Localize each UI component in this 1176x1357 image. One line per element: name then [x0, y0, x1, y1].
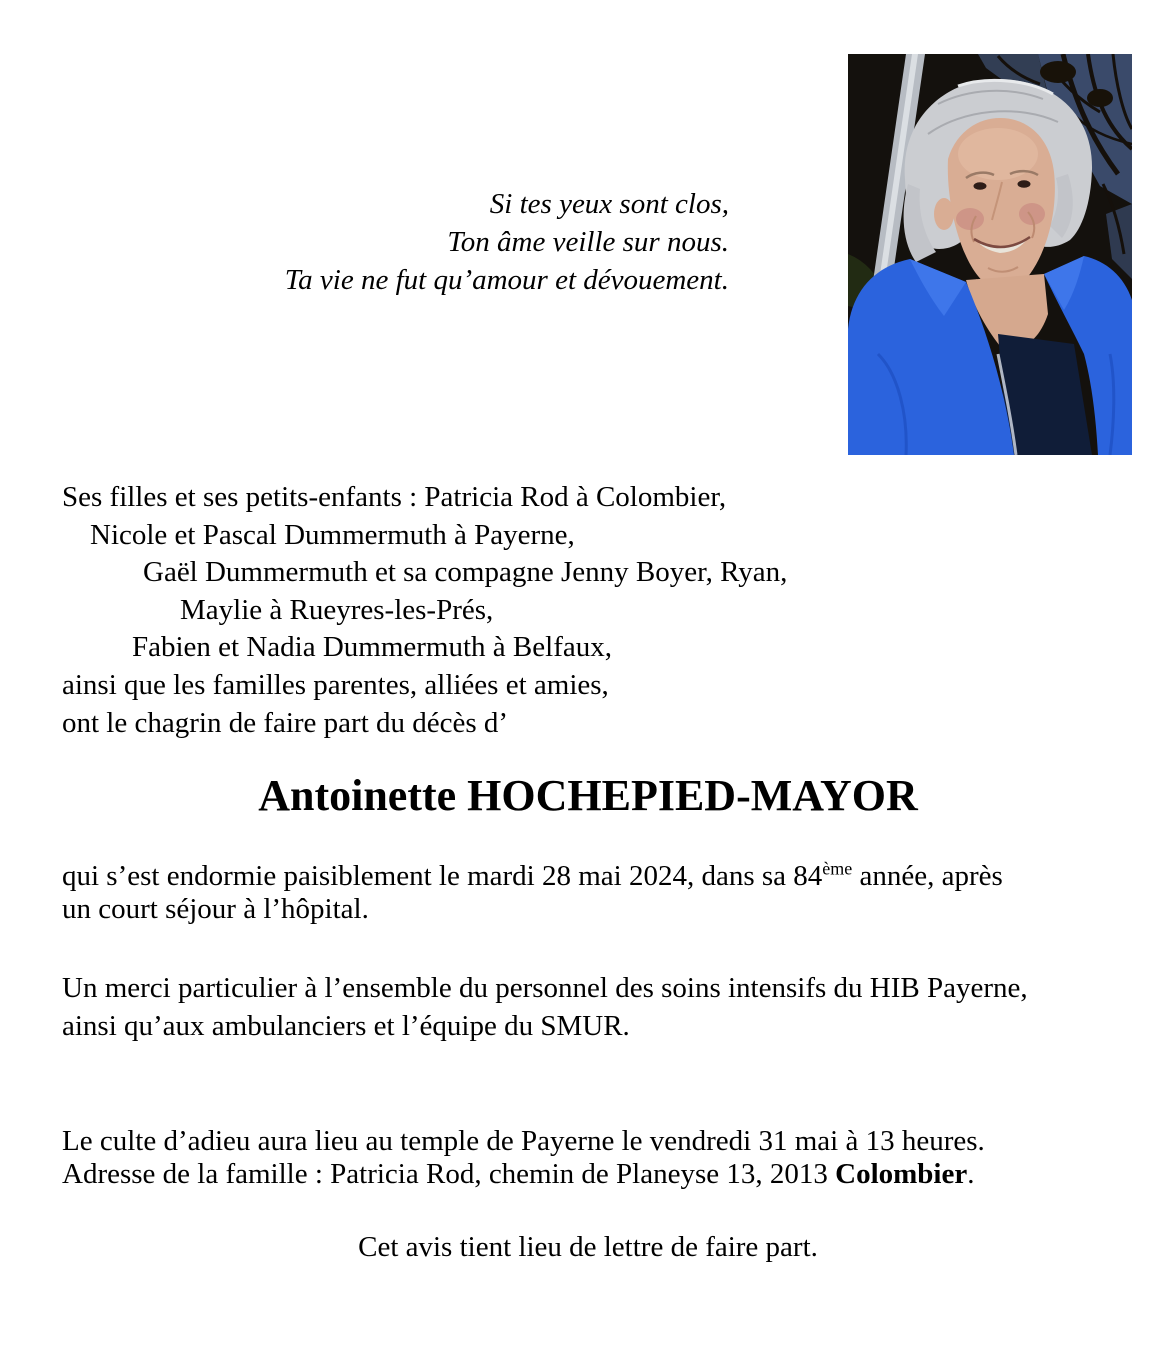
epitaph-line: Ta vie ne fut qu’amour et dévouement. — [284, 264, 729, 296]
family-line: Fabien et Nadia Dummermuth à Belfaux, — [132, 631, 612, 664]
epitaph-line: Ton âme veille sur nous. — [447, 226, 729, 258]
ceremony-line: Le culte d’adieu aura lieu au temple de Payerne le vendredi 31 mai à 13 heures. — [62, 1125, 985, 1157]
death-line-2: un court séjour à l’hôpital. — [62, 893, 369, 925]
thanks-line-2: ainsi qu’aux ambulanciers et l’équipe du SMUR. — [62, 1010, 630, 1042]
ordinal-superscript: ème — [822, 858, 853, 879]
cheek-blush — [956, 208, 984, 230]
ceremony-paragraph — [62, 1125, 985, 1190]
thanks-paragraph — [62, 969, 1028, 1045]
family-line: Nicole et Pascal Dummermuth à Payerne, — [90, 518, 575, 551]
portrait-photo-scene — [848, 54, 1132, 455]
family-address-line: Adresse de la famille : Patricia Rod, chemin de Planeyse 13, 2013 Colombier. — [62, 1157, 975, 1190]
epitaph-line: Si tes yeux sont clos, — [489, 188, 729, 220]
family-announcement — [62, 479, 787, 742]
eye — [974, 182, 987, 190]
closing-line: Cet avis tient lieu de lettre de faire part. — [358, 1231, 818, 1263]
family-line: Maylie à Rueyres-les-Prés, — [180, 593, 494, 626]
thanks-line-1: Un merci particulier à l’ensemble du personnel des soins intensifs du HIB Payerne, — [62, 972, 1028, 1004]
death-paragraph — [62, 860, 1003, 926]
family-line: ainsi que les familles parentes, alliées et amies, — [62, 668, 609, 701]
epitaph-quote — [0, 185, 729, 299]
family-line: ont le chagrin de faire part du décès d’ — [62, 706, 509, 739]
family-line: Ses filles et ses petits-enfants : Patricia Rod à Colombier, — [62, 481, 727, 513]
address-town-bold: Colombier — [835, 1157, 968, 1190]
family-line: Gaël Dummermuth et sa compagne Jenny Boyer, Ryan, — [143, 556, 788, 589]
eye — [1018, 180, 1031, 188]
death-line-1: qui s’est endormie paisiblement le mardi 28 mai 2024, dans sa 84ème année, après — [62, 858, 1003, 892]
cheek-blush — [1019, 203, 1045, 225]
deceased-name: Antoinette HOCHEPIED-MAYOR — [258, 771, 918, 820]
portrait-photo — [848, 54, 1132, 455]
